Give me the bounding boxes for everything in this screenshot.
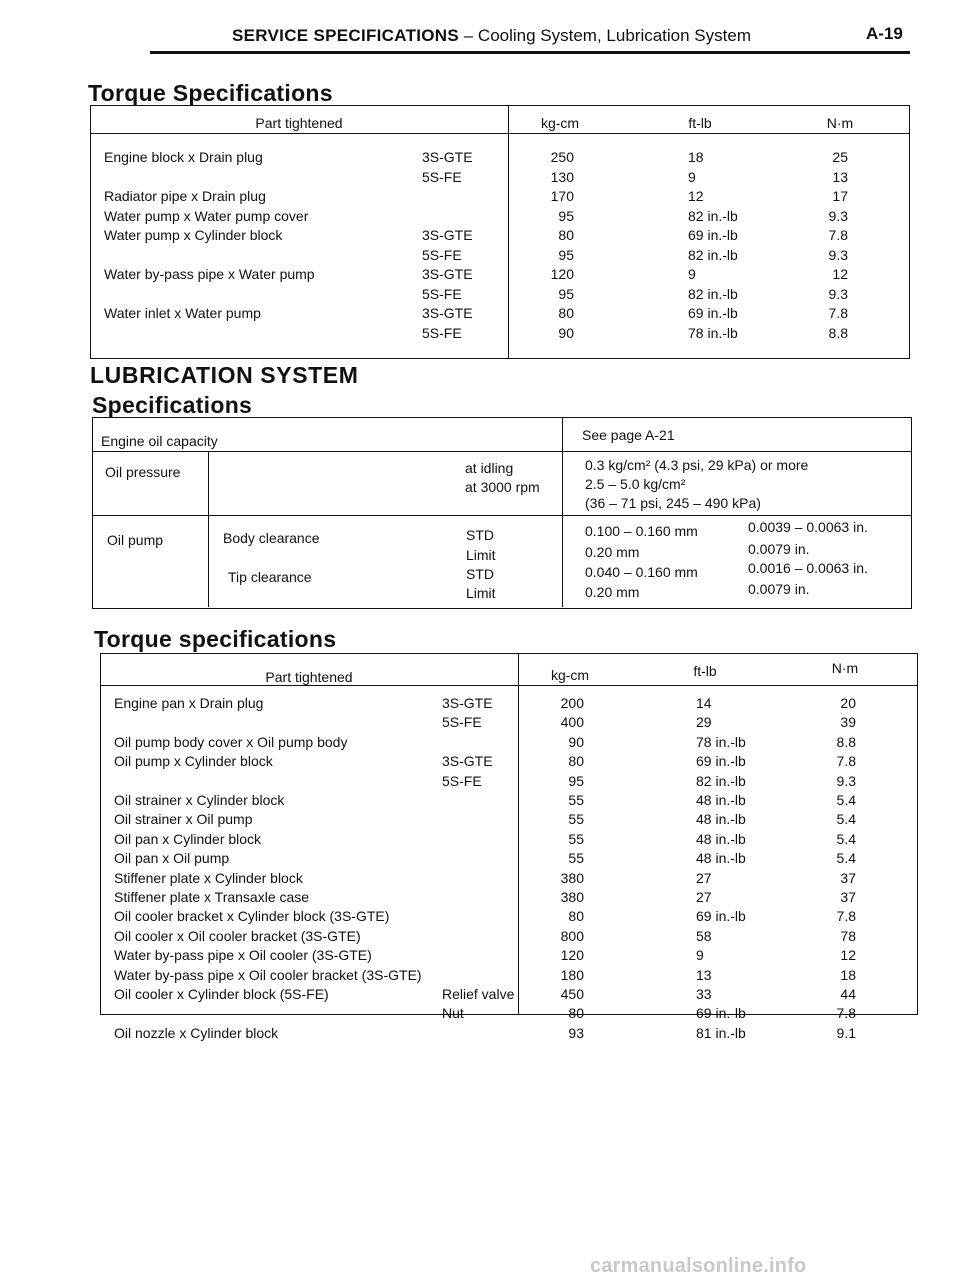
part-cell: Oil nozzle x Cylinder block [114, 1024, 279, 1041]
engine-oil-capacity-value: See page A-21 [582, 427, 675, 443]
ftlb-cell: 81 in.-lb [696, 1024, 746, 1041]
engine-cell: 3S-GTE [422, 266, 473, 282]
engine-cell: 3S-GTE [442, 695, 493, 711]
kgcm-cell: 80 [558, 227, 574, 243]
ftlb-cell: 48 in.-lb [696, 830, 746, 847]
kgcm-cell: 55 [568, 830, 584, 847]
part-cell: Oil pump x Cylinder block [114, 753, 273, 770]
ftlb-cell: 48 in.-lb [696, 792, 746, 808]
ftlb-cell: 58 [696, 927, 712, 944]
col-kgcm: kg-cm [540, 115, 580, 131]
nm-cell: 8.8 [828, 324, 848, 341]
tip-limit-mm: 0.20 mm [585, 584, 640, 600]
ftlb-cell: 48 in.-lb [696, 811, 746, 828]
part-cell: Engine pan x Drain plug [114, 695, 264, 711]
kgcm-cell: 95 [568, 772, 584, 789]
ftlb-cell: 69 in.-lb [696, 753, 746, 770]
col-nm: N·m [831, 660, 859, 676]
body-clearance-label: Body clearance [223, 530, 320, 546]
column-divider [508, 105, 509, 359]
ftlb-cell: 12 [688, 188, 704, 204]
page-number: A-19 [866, 24, 903, 43]
ftlb-cell: 18 [688, 149, 704, 165]
engine-cell: 3S-GTE [422, 305, 473, 321]
nm-cell: 5.4 [836, 792, 856, 808]
nm-cell: 7.8 [836, 753, 856, 770]
engine-cell: Relief valve [442, 986, 515, 1002]
body-limit-label: Limit [466, 547, 496, 563]
kgcm-cell: 93 [568, 1024, 584, 1041]
ftlb-cell: 78 in.-lb [696, 733, 746, 750]
nm-cell: 78 [840, 927, 856, 944]
nm-cell: 25 [832, 149, 848, 165]
nm-cell: 12 [840, 947, 856, 964]
engine-oil-capacity-label: Engine oil capacity [101, 433, 218, 449]
oil-pressure-3000-value: 2.5 – 5.0 kg/cm² [585, 476, 686, 492]
body-limit-in: 0.0079 in. [748, 541, 810, 557]
nm-cell: 7.8 [836, 1005, 856, 1022]
oil-pressure-idle-value: 0.3 kg/cm² (4.3 psi, 29 kPa) or more [585, 457, 809, 473]
kgcm-cell: 95 [558, 246, 574, 263]
ftlb-cell: 69 in.-lb [688, 305, 738, 321]
nm-cell: 9.1 [836, 1024, 856, 1041]
engine-cell: 3S-GTE [442, 753, 493, 770]
nm-cell: 7.8 [828, 305, 848, 321]
ftlb-cell: 9 [688, 168, 696, 185]
kgcm-cell: 90 [558, 324, 574, 341]
kgcm-cell: 200 [560, 695, 584, 711]
kgcm-cell: 400 [560, 714, 584, 731]
part-cell: Oil pump body cover x Oil pump body [114, 733, 348, 750]
part-cell: Stiffener plate x Transaxle case [114, 889, 310, 905]
part-cell: Engine block x Drain plug [104, 149, 263, 165]
body-std-in: 0.0039 – 0.0063 in. [748, 519, 868, 535]
tip-std-in: 0.0016 – 0.0063 in. [748, 560, 868, 576]
kgcm-cell: 170 [550, 188, 574, 204]
section-heading: LUBRICATION SYSTEM [90, 362, 359, 388]
part-cell: Radiator pipe x Drain plug [104, 188, 266, 204]
ftlb-cell: 69 in.-lb [688, 227, 738, 243]
nm-cell: 5.4 [836, 830, 856, 847]
subsection-heading: Specifications [92, 392, 253, 418]
kgcm-cell: 80 [558, 305, 574, 321]
torque-heading: Torque Specifications [88, 80, 333, 106]
part-cell: Water pump x Cylinder block [104, 227, 283, 243]
kgcm-cell: 90 [568, 733, 584, 750]
column-divider [208, 451, 209, 607]
tip-std-mm: 0.040 – 0.160 mm [585, 564, 698, 580]
header-title-rest: – Cooling System, Lubrication System [459, 26, 751, 45]
kgcm-cell: 380 [560, 889, 584, 905]
nm-cell: 18 [840, 966, 856, 983]
nm-cell: 9.3 [828, 246, 848, 263]
kgcm-cell: 380 [560, 869, 584, 886]
ftlb-cell: 13 [696, 966, 712, 983]
nm-cell: 44 [840, 986, 856, 1002]
nm-cell: 9.3 [828, 285, 848, 302]
ftlb-cell: 9 [688, 266, 696, 282]
oil-pressure-label: Oil pressure [105, 464, 181, 480]
part-cell: Oil cooler x Oil cooler bracket (3S-GTE) [114, 927, 361, 944]
ftlb-cell: 78 in.-lb [688, 324, 738, 341]
row-divider [92, 515, 912, 516]
body-std-mm: 0.100 – 0.160 mm [585, 523, 698, 539]
at-idling-label: at idling [465, 460, 514, 476]
engine-cell: 5S-FE [442, 714, 482, 731]
ftlb-cell: 69 in.-lb [696, 908, 746, 925]
col-part-tightened: Part tightened [265, 669, 353, 685]
nm-cell: 39 [840, 714, 856, 731]
nm-cell: 5.4 [836, 811, 856, 828]
kgcm-cell: 130 [550, 168, 574, 185]
nm-cell: 8.8 [836, 733, 856, 750]
ftlb-cell: 29 [696, 714, 712, 731]
ftlb-cell: 82 in.-lb [688, 246, 738, 263]
engine-cell: 5S-FE [442, 772, 482, 789]
page-header-title [232, 26, 751, 46]
kgcm-cell: 80 [568, 1005, 584, 1022]
at-3000-label: at 3000 rpm [465, 479, 540, 495]
nm-cell: 17 [832, 188, 848, 204]
nm-cell: 9.3 [836, 772, 856, 789]
nm-cell: 7.8 [828, 227, 848, 243]
part-cell: Water by-pass pipe x Oil cooler bracket (3S-GTE) [114, 966, 422, 983]
kgcm-cell: 250 [550, 149, 574, 165]
kgcm-cell: 55 [568, 792, 584, 808]
body-std-label: STD [466, 527, 494, 543]
kgcm-cell: 95 [558, 207, 574, 224]
part-cell: Oil strainer x Cylinder block [114, 792, 285, 808]
tip-std-label: STD [466, 566, 494, 582]
nm-cell: 13 [832, 168, 848, 185]
part-cell: Water by-pass pipe x Water pump [104, 266, 315, 282]
part-cell: Oil pan x Oil pump [114, 850, 230, 867]
part-cell: Oil cooler bracket x Cylinder block (3S-GTE) [114, 908, 390, 925]
kgcm-cell: 450 [560, 986, 584, 1002]
ftlb-cell: 27 [696, 869, 712, 886]
oil-pressure-3000-note: (36 – 71 psi, 245 – 490 kPa) [585, 495, 761, 511]
part-cell: Oil strainer x Oil pump [114, 811, 253, 828]
part-cell: Stiffener plate x Cylinder block [114, 869, 303, 886]
header-title-bold: SERVICE SPECIFICATIONS [232, 26, 460, 45]
oil-pump-label: Oil pump [107, 532, 164, 548]
body-limit-mm: 0.20 mm [585, 544, 640, 560]
ftlb-cell: 33 [696, 986, 712, 1002]
ftlb-cell: 82 in.-lb [688, 207, 738, 224]
nm-cell: 5.4 [836, 850, 856, 867]
part-cell: Water inlet x Water pump [104, 305, 261, 321]
row-divider [92, 451, 912, 452]
kgcm-cell: 80 [568, 753, 584, 770]
part-cell: Oil cooler x Cylinder block (5S-FE) [114, 986, 329, 1002]
nm-cell: 7.8 [836, 908, 856, 925]
nm-cell: 9.3 [828, 207, 848, 224]
kgcm-cell: 180 [560, 966, 584, 983]
col-ftlb: ft-lb [693, 663, 717, 679]
kgcm-cell: 55 [568, 850, 584, 867]
kgcm-cell: 120 [550, 266, 574, 282]
ftlb-cell: 9 [696, 947, 704, 964]
kgcm-cell: 800 [560, 927, 584, 944]
ftlb-cell: 69 in.-lb [696, 1005, 746, 1022]
engine-cell: 5S-FE [422, 168, 462, 185]
column-divider [518, 653, 519, 1015]
nm-cell: 12 [832, 266, 848, 282]
col-ftlb: ft-lb [688, 115, 712, 131]
watermark-text: carmanualsonline.info [590, 1255, 807, 1277]
ftlb-cell: 82 in.-lb [696, 772, 746, 789]
header-rule [150, 51, 910, 54]
engine-cell: 3S-GTE [422, 227, 473, 243]
ftlb-cell: 48 in.-lb [696, 850, 746, 867]
engine-cell: 3S-GTE [422, 149, 473, 165]
kgcm-cell: 80 [568, 908, 584, 925]
part-cell: Oil pan x Cylinder block [114, 830, 262, 847]
col-nm: N·m [826, 115, 854, 131]
nm-cell: 37 [840, 869, 856, 886]
ftlb-cell: 82 in.-lb [688, 285, 738, 302]
kgcm-cell: 120 [560, 947, 584, 964]
ftlb-cell: 27 [696, 889, 712, 905]
kgcm-cell: 95 [558, 285, 574, 302]
nm-cell: 37 [840, 889, 856, 905]
ftlb-cell: 14 [696, 695, 712, 711]
part-cell: Water by-pass pipe x Oil cooler (3S-GTE) [114, 947, 372, 964]
col-kgcm: kg-cm [550, 667, 590, 683]
col-part-tightened: Part tightened [255, 115, 343, 131]
column-divider [562, 417, 563, 607]
tip-clearance-label: Tip clearance [228, 569, 312, 585]
tip-limit-in: 0.0079 in. [748, 581, 810, 597]
header-divider [90, 133, 910, 134]
kgcm-cell: 55 [568, 811, 584, 828]
tip-limit-label: Limit [466, 585, 496, 601]
torque-heading: Torque specifications [94, 626, 337, 652]
engine-cell: 5S-FE [422, 246, 462, 263]
engine-cell: Nut [442, 1005, 464, 1022]
engine-cell: 5S-FE [422, 324, 462, 341]
engine-cell: 5S-FE [422, 285, 462, 302]
part-cell: Water pump x Water pump cover [104, 207, 309, 224]
nm-cell: 20 [840, 695, 856, 711]
